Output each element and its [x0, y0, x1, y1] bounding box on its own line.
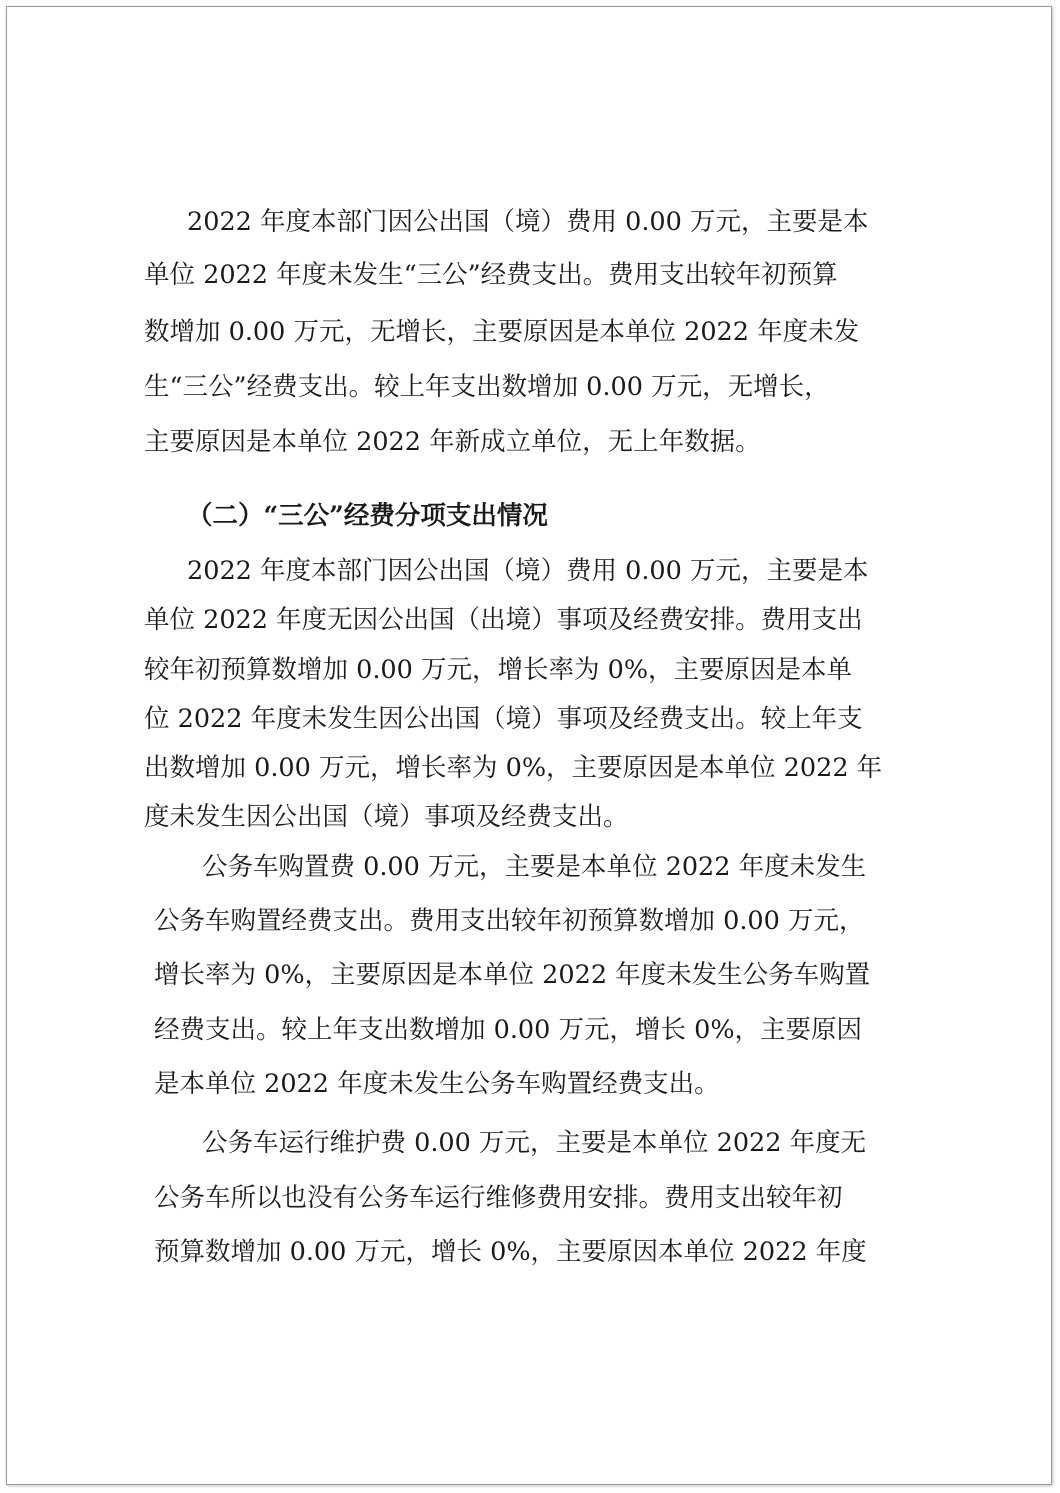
document-page: [6, 6, 1052, 1485]
paragraph-1-line-2: 单位 2022 年度未发生“三公”经费支出。费用支出较年初预算: [144, 260, 838, 290]
paragraph-3-line-3: 增长率为 0%，主要原因是本单位 2022 年度未发生公务车购置: [154, 960, 871, 990]
paragraph-2-line-1: 2022 年度本部门因公出国（境）费用 0.00 万元，主要是本: [187, 556, 869, 586]
paragraph-4-line-2: 公务车所以也没有公务车运行维修费用安排。费用支出较年初: [154, 1183, 843, 1213]
paragraph-2-line-3: 较年初预算数增加 0.00 万元，增长率为 0%，主要原因是本单: [144, 655, 853, 685]
paragraph-2-line-2: 单位 2022 年度无因公出国（出境）事项及经费安排。费用支出: [144, 605, 863, 635]
paragraph-2-line-4: 位 2022 年度未发生因公出国（境）事项及经费支出。较上年支: [144, 704, 863, 734]
section-heading: （二）“三公”经费分项支出情况: [187, 501, 548, 531]
paragraph-1-line-5: 主要原因是本单位 2022 年新成立单位，无上年数据。: [144, 427, 761, 457]
paragraph-2-line-5: 出数增加 0.00 万元，增长率为 0%，主要原因是本单位 2022 年: [144, 753, 883, 783]
paragraph-2-line-6: 度未发生因公出国（境）事项及经费支出。: [144, 802, 629, 832]
paragraph-1-line-1: 2022 年度本部门因公出国（境）费用 0.00 万元，主要是本: [187, 207, 869, 237]
paragraph-1-line-4: 生“三公”经费支出。较上年支出数增加 0.00 万元，无增长，: [144, 372, 830, 402]
paragraph-3-line-4: 经费支出。较上年支出数增加 0.00 万元，增长 0%，主要原因: [154, 1015, 863, 1045]
paragraph-3-line-2: 公务车购置经费支出。费用支出较年初预算数增加 0.00 万元，: [154, 906, 865, 936]
paragraph-3-line-5: 是本单位 2022 年度未发生公务车购置经费支出。: [154, 1069, 720, 1099]
paragraph-4-line-1: 公务车运行维护费 0.00 万元，主要是本单位 2022 年度无: [202, 1128, 867, 1158]
paragraph-3-line-1: 公务车购置费 0.00 万元，主要是本单位 2022 年度未发生: [202, 852, 867, 882]
paragraph-1-line-3: 数增加 0.00 万元，无增长，主要原因是本单位 2022 年度未发: [144, 317, 860, 347]
paragraph-4-line-3: 预算数增加 0.00 万元，增长 0%，主要原因本单位 2022 年度: [154, 1237, 867, 1267]
